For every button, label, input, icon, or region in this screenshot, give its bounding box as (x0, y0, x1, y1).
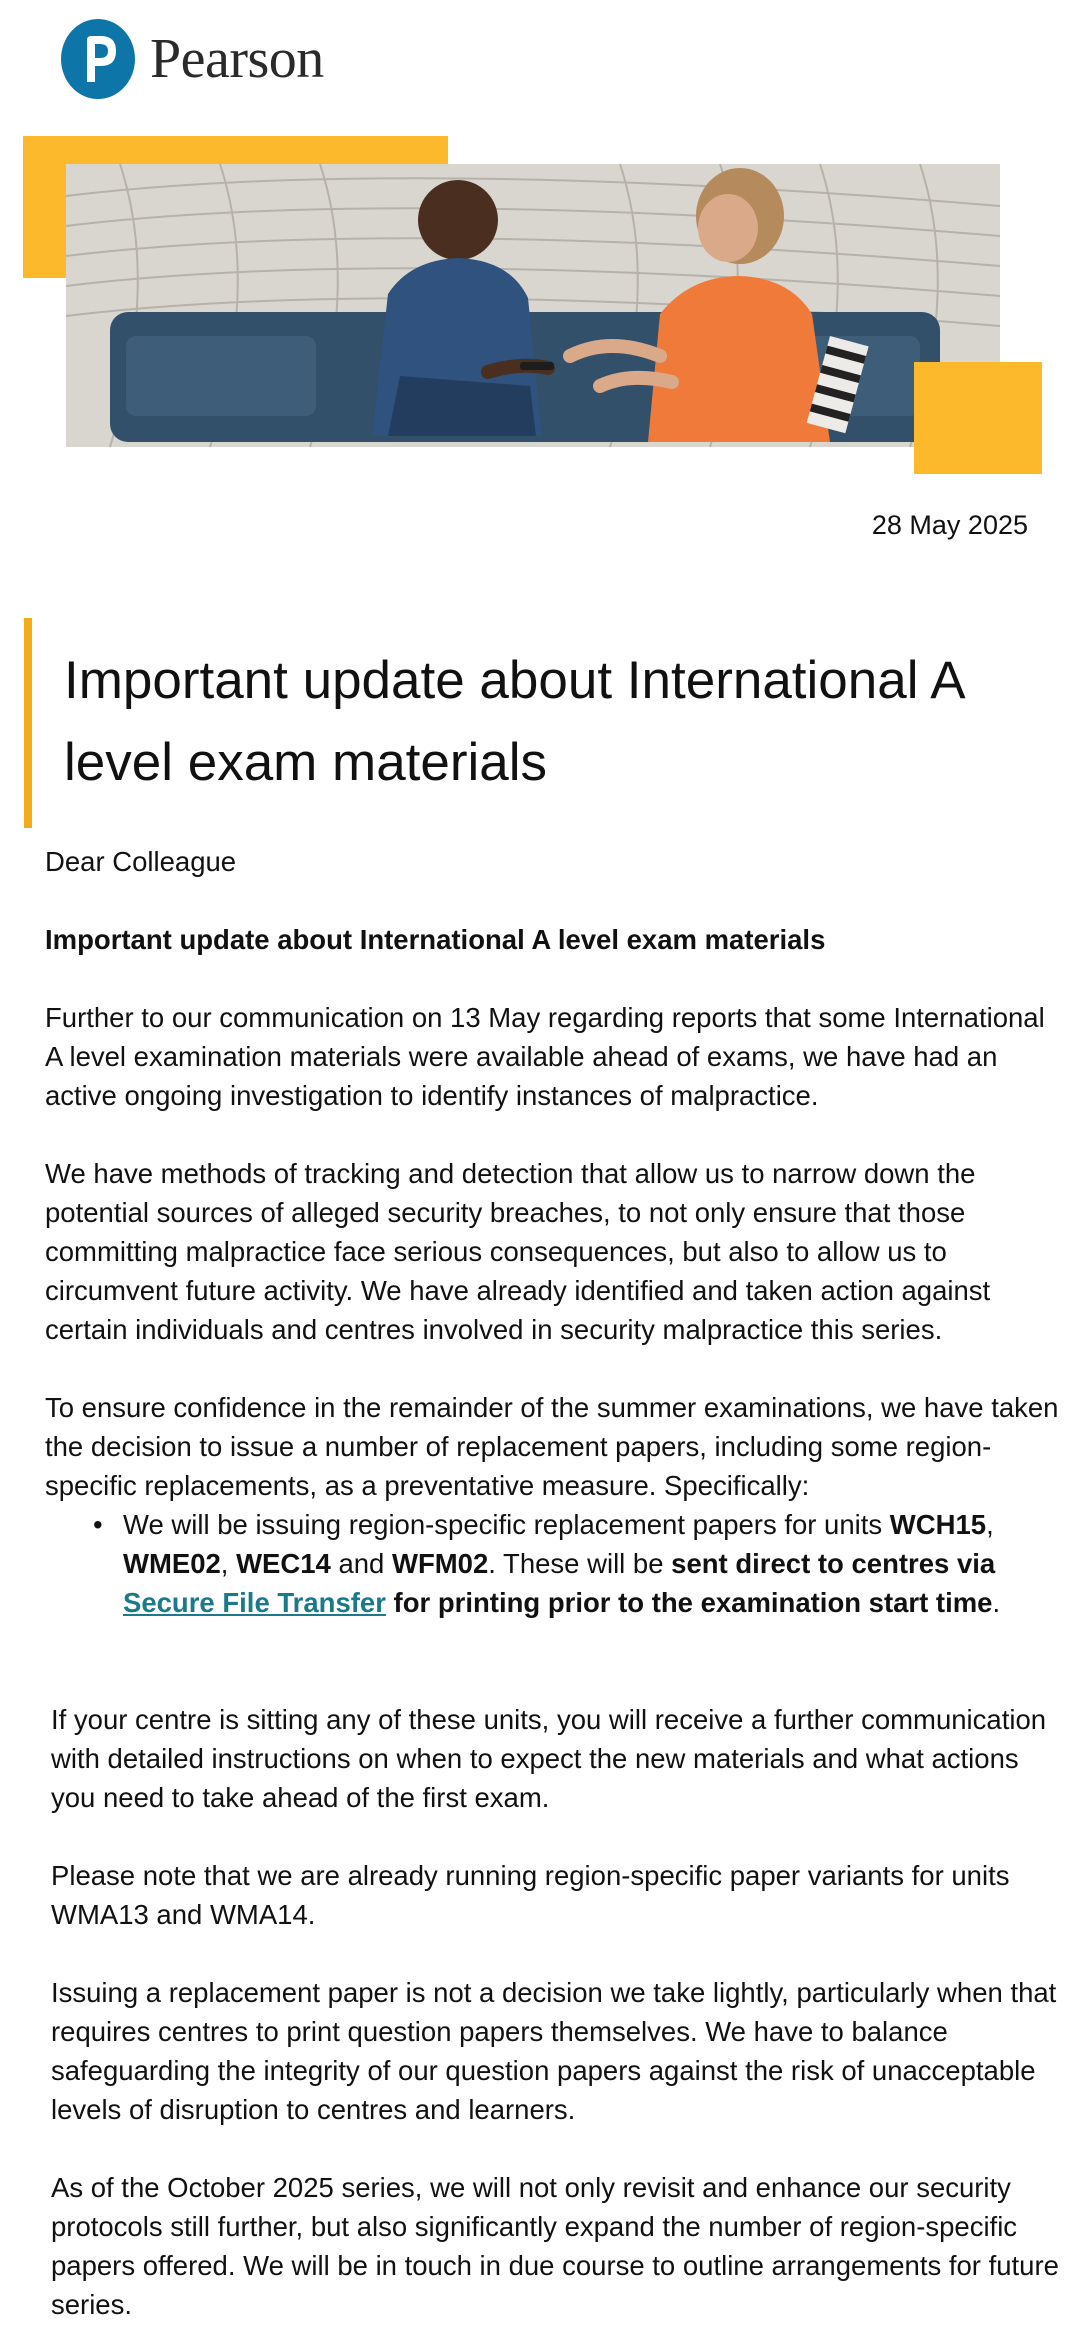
pearson-logo-icon (60, 18, 136, 100)
bullet-text: , (220, 1548, 237, 1579)
title-block (24, 618, 1034, 828)
salutation: Dear Colleague (45, 846, 237, 877)
bullet-text: We will be issuing region-specific replacement papers for units (123, 1509, 890, 1540)
email-date: 28 May 2025 (871, 510, 1028, 540)
paragraph-2: We have methods of tracking and detection that allow us to narrow down the potential sources of alleged security breaches, to not only ensure that those committing malpractice face serious consequences, but also to allow us to circumvent future activity. We have already identified and taken action against certain individuals and centres involved in security malpractice this series. (45, 1158, 991, 1345)
hero-image (0, 136, 1080, 482)
paragraph-5: Please note that we are already running region-specific paper variants for units WMA13 and WMA14. (51, 1860, 1010, 1930)
unit-code: WFM02 (392, 1548, 489, 1579)
secure-file-transfer-link[interactable]: Secure File Transfer (123, 1587, 386, 1618)
subject-line: Important update about International A level exam materials (45, 924, 826, 955)
paragraph-4: If your centre is sitting any of these units, you will receive a further communication with detailed instructions on when to expect the new materials and what actions you need to take ahead of the first exam. (51, 1704, 1047, 1813)
pearson-wordmark: Pearson (150, 28, 324, 90)
two-people-talking-on-sofa-icon (0, 136, 1080, 482)
email-body (45, 842, 1065, 2346)
body-continued (45, 1700, 1065, 2324)
bullet-text: and (330, 1548, 392, 1579)
bold-text: sent direct to centres via (671, 1548, 996, 1579)
paragraph-6: Issuing a replacement paper is not a decision we take lightly, particularly when that requires centres to print question papers themselves. We have to balance safeguarding the integrity of our question papers against the risk of unacceptable levels of disruption to centres and learners. (51, 1977, 1057, 2125)
paragraph-3: To ensure confidence in the remainder of the summer examinations, we have taken the decision to issue a number of replacement papers, including some region-specific replacements, as a preventative measure. Specifically: (45, 1392, 1059, 1501)
list-item (93, 1505, 1065, 1622)
bullet-text: . These will be (488, 1548, 672, 1579)
bullet-text (386, 1587, 394, 1618)
unit-code: WCH15 (889, 1509, 987, 1540)
paragraph-7: As of the October 2025 series, we will not only revisit and enhance our security protocols still further, but also significantly expand the number of region-specific papers offered. We will be in touch in due course to outline arrangements for future series. (51, 2172, 1059, 2320)
unit-code: WEC14 (236, 1548, 331, 1579)
bold-text: for printing prior to the examination start time (393, 1587, 993, 1618)
unit-code: WME02 (123, 1548, 221, 1579)
paragraph-1: Further to our communication on 13 May regarding reports that some International A level examination materials were available ahead of exams, we have had an active ongoing investigation to identify instances of malpractice. (45, 1002, 1045, 1111)
bullet-text: , (986, 1509, 994, 1540)
replacement-papers-list (45, 1505, 1065, 1622)
bullet-marker: • (93, 1509, 103, 1540)
bullet-text: . (992, 1587, 1001, 1618)
page-title: Important update about International A level exam materials (64, 651, 963, 792)
pearson-logo[interactable] (60, 18, 324, 100)
